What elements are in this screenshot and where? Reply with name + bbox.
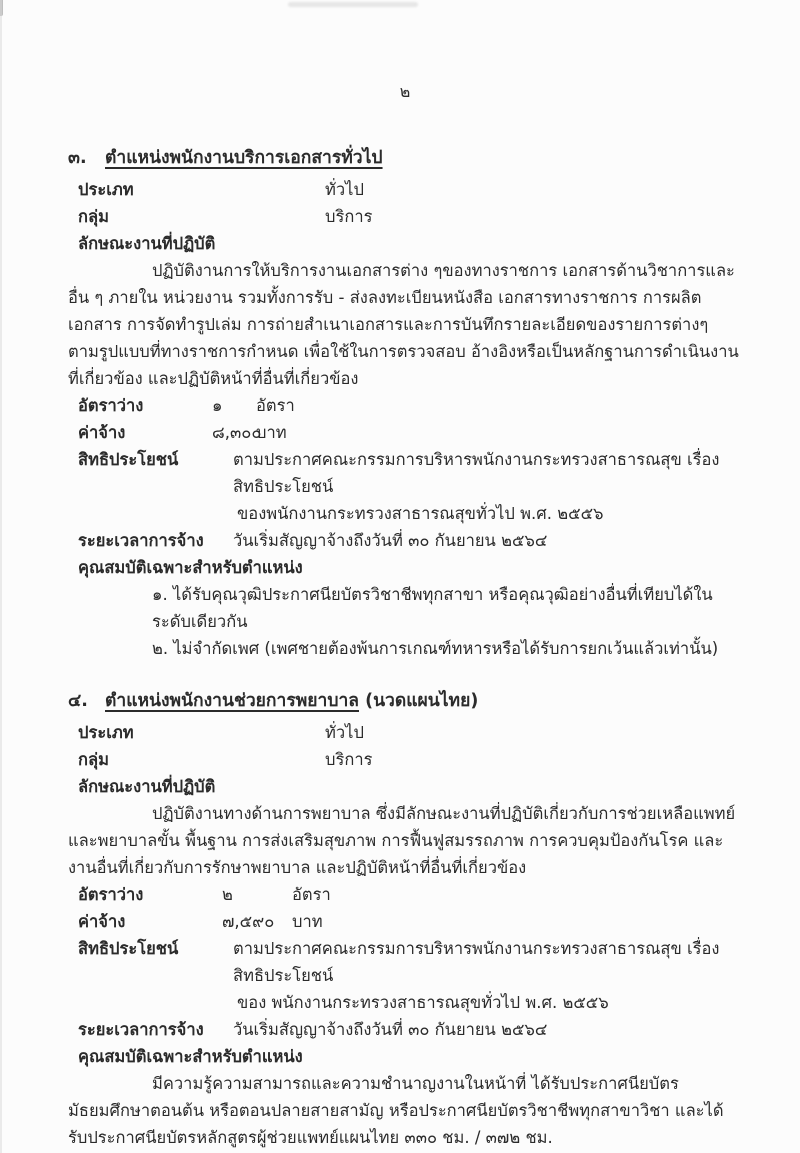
wage-amount: ๘,๓๐๐	[212, 423, 262, 442]
benefits-line2: ของพนักงานกระทรวงสาธารณสุขทั่วไป พ.ศ. ๒๕๕๖	[237, 504, 604, 523]
benefits-row	[68, 446, 742, 500]
employment-period-row	[68, 527, 742, 554]
wage-unit: บาท	[292, 912, 323, 931]
employment-period-value: วันเริ่มสัญญาจ้างถึงวันที่ ๓๐ กันยายน ๒๕๖๔	[233, 531, 548, 550]
wage-row	[68, 908, 742, 935]
type-label: ประเภท	[78, 723, 134, 742]
section-number: ๔.	[68, 691, 88, 711]
group-value: บริการ	[325, 750, 373, 769]
wage-row	[68, 419, 742, 446]
benefits-label: สิทธิประโยชน์	[78, 450, 179, 469]
employment-period-value: วันเริ่มสัญญาจ้างถึงวันที่ ๓๐ กันยายน ๒๕๖๔	[233, 1020, 548, 1039]
benefits-line1: ตามประกาศคณะกรรมการบริหารพนักงานกระทรวงสาธารณสุข เรื่อง สิทธิประโยชน์	[233, 939, 720, 985]
group-row	[68, 203, 742, 230]
section-heading	[68, 145, 742, 172]
page-number: ๒	[399, 82, 411, 101]
qualifications-label: คุณสมบัติเฉพาะสำหรับตำแหน่ง	[78, 558, 303, 577]
section-heading	[68, 688, 742, 715]
scan-artifact-smudge	[288, 2, 418, 7]
qualifications-heading	[68, 1043, 742, 1070]
job-description-heading	[68, 773, 742, 800]
job-description-paragraph: ปฏิบัติงานทางด้านการพยาบาล ซึ่งมีลักษณะงานที่ปฏิบัติเกี่ยวกับการช่วยเหลือแพทย์และพยาบาลขั้น พื้นฐาน การส่งเสริมสุขภาพ การฟื้นฟูสมรรถภาพ การควบคุมป้องกันโรค และงานอื่นที่เกี่ยวกับการรักษาพยาบาล และปฏิบัติหน้าที่อื่นที่เกี่ยวข้อง	[68, 804, 736, 877]
qualification-item: ๒. ไม่จำกัดเพศ (เพศชายต้องพ้นการเกณฑ์ทหารหรือได้รับการยกเว้นแล้วเท่านั้น)	[152, 639, 719, 658]
employment-period-row	[68, 1016, 742, 1043]
benefits-row-2	[68, 500, 742, 527]
group-label: กลุ่ม	[78, 750, 109, 769]
benefits-line2: ของ พนักงานกระทรวงสาธารณสุขทั่วไป พ.ศ. ๒๕๕๖	[237, 993, 609, 1012]
type-value: ทั่วไป	[325, 723, 364, 742]
job-section-4	[68, 688, 742, 1151]
qualification-paragraph: มีความรู้ความสามารถและความชำนาญงานในหน้าที่ ได้รับประกาศนียบัตรมัธยมศึกษาตอนต้น หรือตอนปลายสายสามัญ หรือประกาศนียบัตรวิชาชีพทุกสาขาวิชา และได้รับประกาศนียบัตรหลักสูตรผู้ช่วยแพทย์แผนไทย ๓๓๐ ชม. / ๓๗๒ ชม.	[68, 1074, 724, 1147]
qualification-item: ๑. ได้รับคุณวุฒิประกาศนียบัตรวิชาชีพทุกสาขา หรือคุณวุฒิอย่างอื่นที่เทียบได้ในระดับเดียวกัน	[152, 585, 713, 631]
qualifications-heading	[68, 554, 742, 581]
scan-artifact-left-edge	[0, 0, 2, 1153]
section-number: ๓.	[68, 148, 87, 168]
benefits-row	[68, 935, 742, 989]
vacancy-unit: อัตรา	[292, 885, 331, 904]
employment-period-label: ระยะเวลาการจ้าง	[78, 1020, 204, 1039]
type-label: ประเภท	[78, 180, 134, 199]
wage-label: ค่าจ้าง	[78, 423, 126, 442]
benefits-label: สิทธิประโยชน์	[78, 939, 179, 958]
type-value: ทั่วไป	[325, 180, 364, 199]
job-description-paragraph: ปฏิบัติงานการให้บริการงานเอกสารต่าง ๆของทางราชการ เอกสารด้านวิชาการและอื่น ๆ ภายใน หน่วยงาน รวมทั้งการรับ - ส่งลงทะเบียนหนังสือ เอกสารทางราชการ การผลิตเอกสาร การจัดทำรูปเล่ม การถ่ายสำเนาเอกสารและการบันทึกรายละเอียดของรายการต่างๆ ตามรูปแบบที่ทางราชการกำหนด เพื่อใช้ในการตรวจสอบ อ้างอิงหรือเป็นหลักฐานการดำเนินงานที่เกี่ยวข้อง และปฏิบัติหน้าที่อื่นที่เกี่ยวข้อง	[68, 261, 739, 388]
vacancy-label: อัตราว่าง	[78, 396, 144, 415]
type-row	[68, 176, 742, 203]
group-value: บริการ	[325, 207, 373, 226]
job-description-label: ลักษณะงานที่ปฏิบัติ	[78, 777, 216, 796]
benefits-line1: ตามประกาศคณะกรรมการบริหารพนักงานกระทรวงสาธารณสุข เรื่อง สิทธิประโยชน์	[233, 450, 720, 496]
vacancy-count: ๑	[212, 396, 223, 415]
job-description-heading	[68, 230, 742, 257]
group-row	[68, 746, 742, 773]
vacancy-label: อัตราว่าง	[78, 885, 144, 904]
wage-unit: บาท	[256, 423, 287, 442]
job-description-label: ลักษณะงานที่ปฏิบัติ	[78, 234, 216, 253]
wage-amount: ๗,๕๙๐	[222, 912, 275, 931]
benefits-row-2	[68, 989, 742, 1016]
vacancy-unit: อัตรา	[256, 396, 295, 415]
qualification-list	[68, 581, 742, 662]
employment-period-label: ระยะเวลาการจ้าง	[78, 531, 204, 550]
section-title: ตำแหน่งพนักงานช่วยการพยาบาล	[105, 691, 359, 711]
section-title-suffix: (นวดแผนไทย)	[359, 691, 479, 711]
group-label: กลุ่ม	[78, 207, 109, 226]
wage-label: ค่าจ้าง	[78, 912, 126, 931]
vacancy-row	[68, 881, 742, 908]
section-title: ตำแหน่งพนักงานบริการเอกสารทั่วไป	[105, 148, 383, 168]
type-row	[68, 719, 742, 746]
vacancy-row	[68, 392, 742, 419]
job-section-3	[68, 145, 742, 662]
qualifications-label: คุณสมบัติเฉพาะสำหรับตำแหน่ง	[78, 1047, 303, 1066]
vacancy-count: ๒	[222, 885, 233, 904]
